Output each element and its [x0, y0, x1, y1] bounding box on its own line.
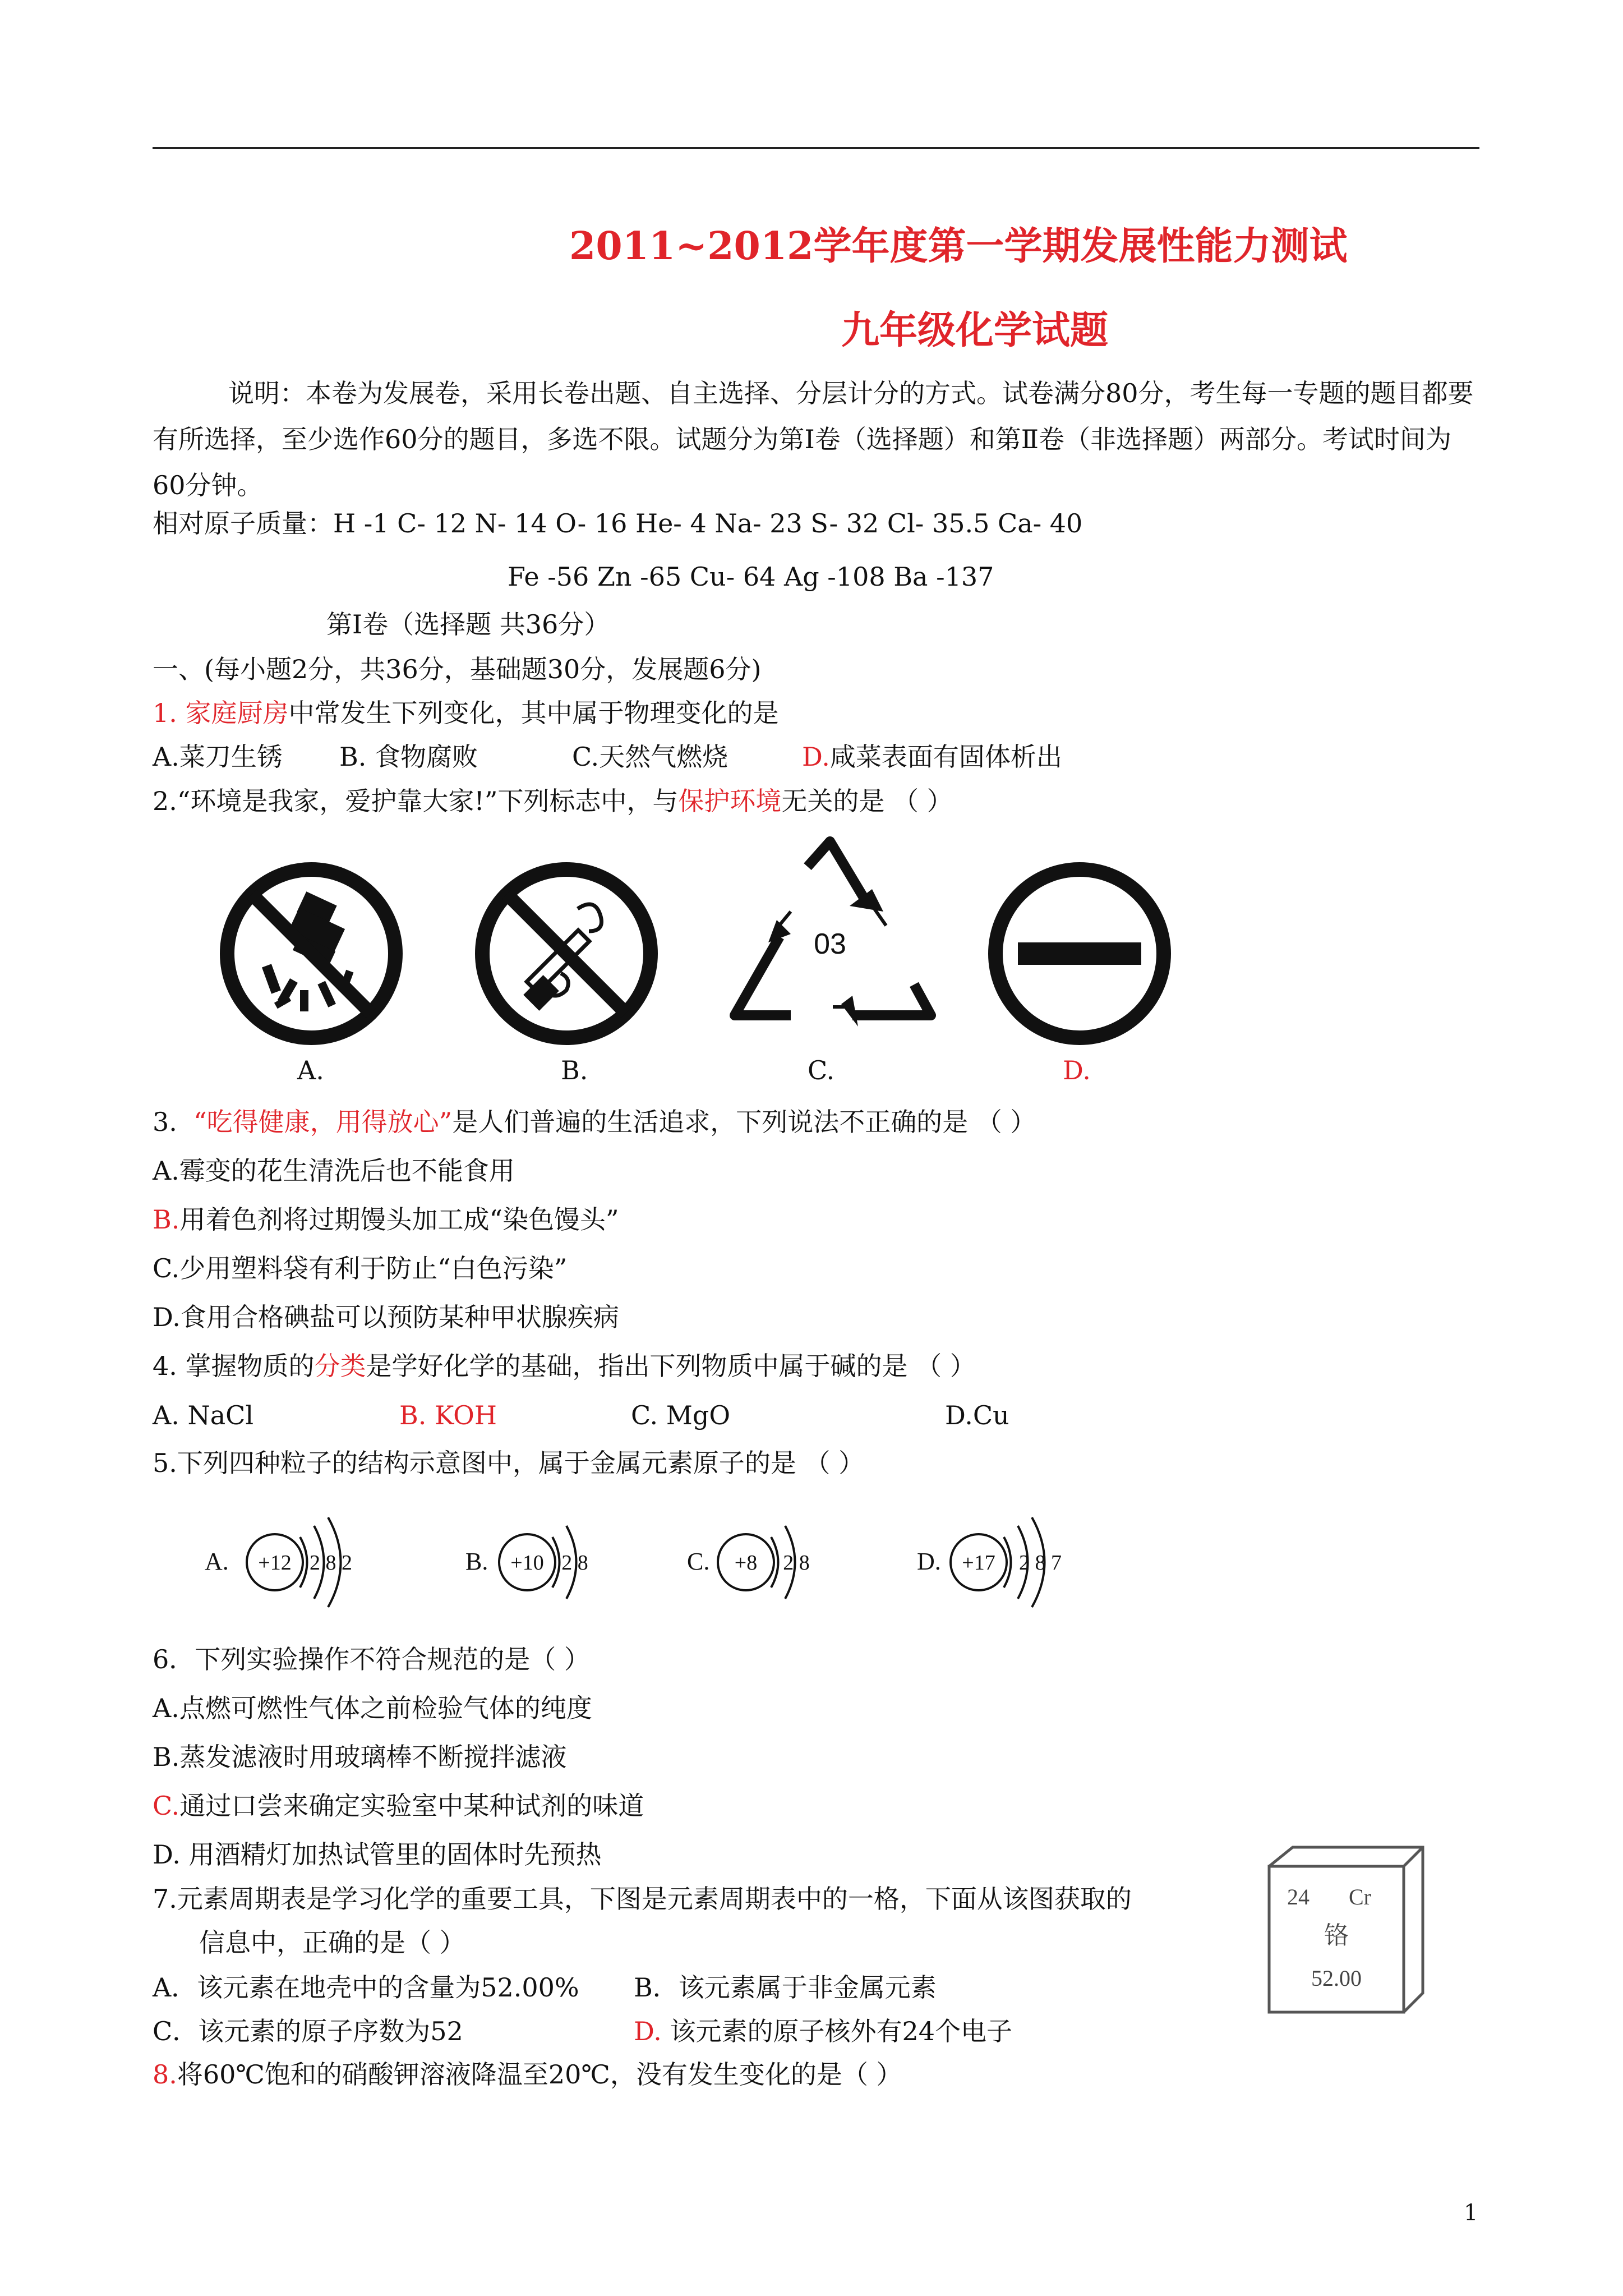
- q1-option-b: B. 食物腐败: [339, 742, 478, 772]
- atom-a-shells: 2 8 2: [310, 1551, 352, 1575]
- q1-stem: [153, 700, 779, 726]
- q3-highlight: “吃得健康，用得放心”: [193, 1107, 453, 1137]
- q6-option-a: A.点燃可燃性气体之前检验气体的纯度: [153, 1693, 592, 1723]
- atom-d-nucleus: +17: [962, 1551, 995, 1575]
- atom-d-shells: 2 8 7: [1019, 1551, 1062, 1575]
- cell-element-symbol: Cr: [1349, 1884, 1371, 1910]
- q3-option-b: [153, 1204, 619, 1235]
- q7-option-b: B．该元素属于非金属元素: [634, 1972, 937, 2003]
- q1-option-d-letter: D.: [802, 742, 830, 772]
- instructions-note: 说明：本卷为发展卷，采用长卷出题、自主选择、分层计分的方式。试卷满分80分，考生每一专题的题目都要有所选择，至少选作60分的题目，多选不限。试题分为第Ⅰ卷（选择题）和第Ⅱ卷（非选择题）两部分。考试时间为60分钟。: [153, 378, 1474, 500]
- q1-number: 1.: [153, 698, 177, 728]
- q1-stem-text: 中常发生下列变化，其中属于物理变化的是: [288, 698, 779, 728]
- q6-option-b: B.蒸发滤液时用玻璃棒不断搅拌滤液: [153, 1742, 567, 1772]
- q6-option-c: [153, 1793, 644, 1819]
- q7-stem-line-2: 信息中，正确的是（ ）: [199, 1927, 465, 1958]
- q4-stem-pre: 4. 掌握物质的: [153, 1351, 315, 1381]
- q3-option-b-letter: B.: [153, 1204, 180, 1235]
- atom-c-nucleus: +8: [734, 1551, 758, 1575]
- q8-number: 8.: [153, 2059, 177, 2090]
- q1-option-d-text: 咸菜表面有固体析出: [829, 742, 1062, 772]
- q3-option-c: C.少用塑料袋有利于防止“白色污染”: [153, 1253, 568, 1283]
- page-number: 1: [1464, 2200, 1478, 2226]
- q8-stem: [153, 2059, 902, 2090]
- q3-option-b-text: 用着色剂将过期馒头加工成“染色馒头”: [179, 1204, 619, 1235]
- section-heading: 第Ⅰ卷（选择题 共36分）: [326, 609, 610, 639]
- exam-title: 2011~2012学年度第一学期发展性能力测试: [569, 224, 1348, 269]
- no-littering-sign-icon: [216, 858, 407, 1049]
- no-smoking-sign-icon: [471, 858, 662, 1049]
- q4-option-d: D.Cu: [945, 1400, 1009, 1430]
- q4-highlight: 分类: [314, 1351, 366, 1381]
- q8-stem-text: 将60℃饱和的硝酸钾溶液降温至20℃，没有发生变化的是（ ）: [177, 2059, 902, 2090]
- q1-highlight: 家庭厨房: [185, 698, 289, 728]
- cell-atomic-number: 24: [1287, 1884, 1310, 1910]
- q2-stem: [153, 788, 953, 814]
- section-instruction: 一、(每小题2分，共36分，基础题30分，发展题6分): [153, 654, 762, 684]
- q2-label-c: C.: [808, 1055, 835, 1085]
- q1-option-a: A.菜刀生锈: [153, 742, 283, 772]
- q3-option-a: A.霉变的花生清洗后也不能食用: [153, 1156, 515, 1186]
- q7-option-d: [634, 2018, 1012, 2044]
- atom-c-shells: 2 8: [783, 1551, 810, 1575]
- atom-diagram-c-icon: [684, 1503, 841, 1616]
- header-rule: [153, 147, 1479, 149]
- atom-diagram-a-icon: [202, 1503, 370, 1616]
- q4-stem-post: 是学好化学的基础，指出下列物质中属于碱的是 （ ）: [366, 1351, 976, 1381]
- recycle-code: 03: [814, 928, 846, 960]
- q7-option-d-text: 该元素的原子核外有24个电子: [670, 2016, 1013, 2046]
- q4-stem: [153, 1353, 976, 1379]
- atom-a-nucleus: +12: [258, 1551, 292, 1575]
- atom-b-shells: 2 8: [561, 1551, 588, 1575]
- recycle-symbol-icon: [723, 836, 937, 1043]
- q2-label-b: B.: [561, 1055, 588, 1085]
- atom-c-label: C.: [687, 1548, 710, 1575]
- q1-option-d: [802, 744, 1062, 770]
- q2-label-a: A.: [297, 1055, 324, 1085]
- q3-stem-text: 是人们普遍的生活追求，下列说法不正确的是 （ ）: [452, 1107, 1036, 1137]
- q7-option-c: C．该元素的原子序数为52: [153, 2016, 463, 2046]
- exam-subtitle: 九年级化学试题: [841, 308, 1109, 353]
- no-entry-sign-icon: [984, 858, 1175, 1049]
- cell-atomic-mass: 52.00: [1311, 1966, 1362, 1991]
- q4-option-c: C. MgO: [631, 1400, 731, 1430]
- q3-option-d: D.食用合格碘盐可以预防某种甲状腺疾病: [153, 1302, 619, 1332]
- q6-stem: 6．下列实验操作不符合规范的是（ ）: [153, 1644, 590, 1674]
- atom-b-nucleus: +10: [510, 1551, 544, 1575]
- q2-label-d: D.: [1063, 1055, 1091, 1085]
- q2-highlight: 保护环境: [678, 786, 782, 816]
- atom-d-label: D.: [917, 1548, 941, 1575]
- q5-stem: 5.下列四种粒子的结构示意图中，属于金属元素原子的是 （ ）: [153, 1448, 865, 1478]
- cell-element-name: 铬: [1324, 1921, 1349, 1950]
- q6-option-d: D. 用酒精灯加热试管里的固体时先预热: [153, 1839, 602, 1870]
- atom-diagram-d-icon: [914, 1503, 1088, 1616]
- q2-stem-post: 无关的是 （ ）: [781, 786, 953, 816]
- q1-option-c: C.天然气燃烧: [572, 742, 728, 772]
- q7-option-d-letter: D.: [634, 2016, 662, 2046]
- q2-stem-pre: 2.“环境是我家，爱护靠大家!”下列标志中，与: [153, 786, 679, 816]
- atom-b-label: B.: [465, 1548, 488, 1575]
- q3-number: 3.: [153, 1107, 177, 1137]
- atom-a-label: A.: [205, 1548, 229, 1575]
- atomic-mass-line-1: 相对原子质量：H -1 C- 12 N- 14 O- 16 He- 4 Na- 23 S- 32 Cl- 35.5 Ca- 40: [153, 508, 1083, 539]
- q7-option-a: A．该元素在地壳中的含量为52.00%: [153, 1972, 579, 2003]
- q7-stem-line-1: 7.元素周期表是学习化学的重要工具，下图是元素周期表中的一格，下面从该图获取的: [153, 1884, 1132, 1914]
- periodic-table-cell-icon: [1265, 1843, 1427, 2017]
- q6-option-c-text: 通过口尝来确定实验室中某种试剂的味道: [179, 1791, 644, 1821]
- q4-option-a: A. NaCl: [153, 1400, 254, 1430]
- atom-diagram-b-icon: [463, 1503, 620, 1616]
- atomic-mass-line-2: Fe -56 Zn -65 Cu- 64 Ag -108 Ba -137: [508, 562, 994, 592]
- q4-option-b: B. KOH: [399, 1400, 497, 1430]
- q6-option-c-letter: C.: [153, 1791, 180, 1821]
- q3-stem: [153, 1109, 1036, 1135]
